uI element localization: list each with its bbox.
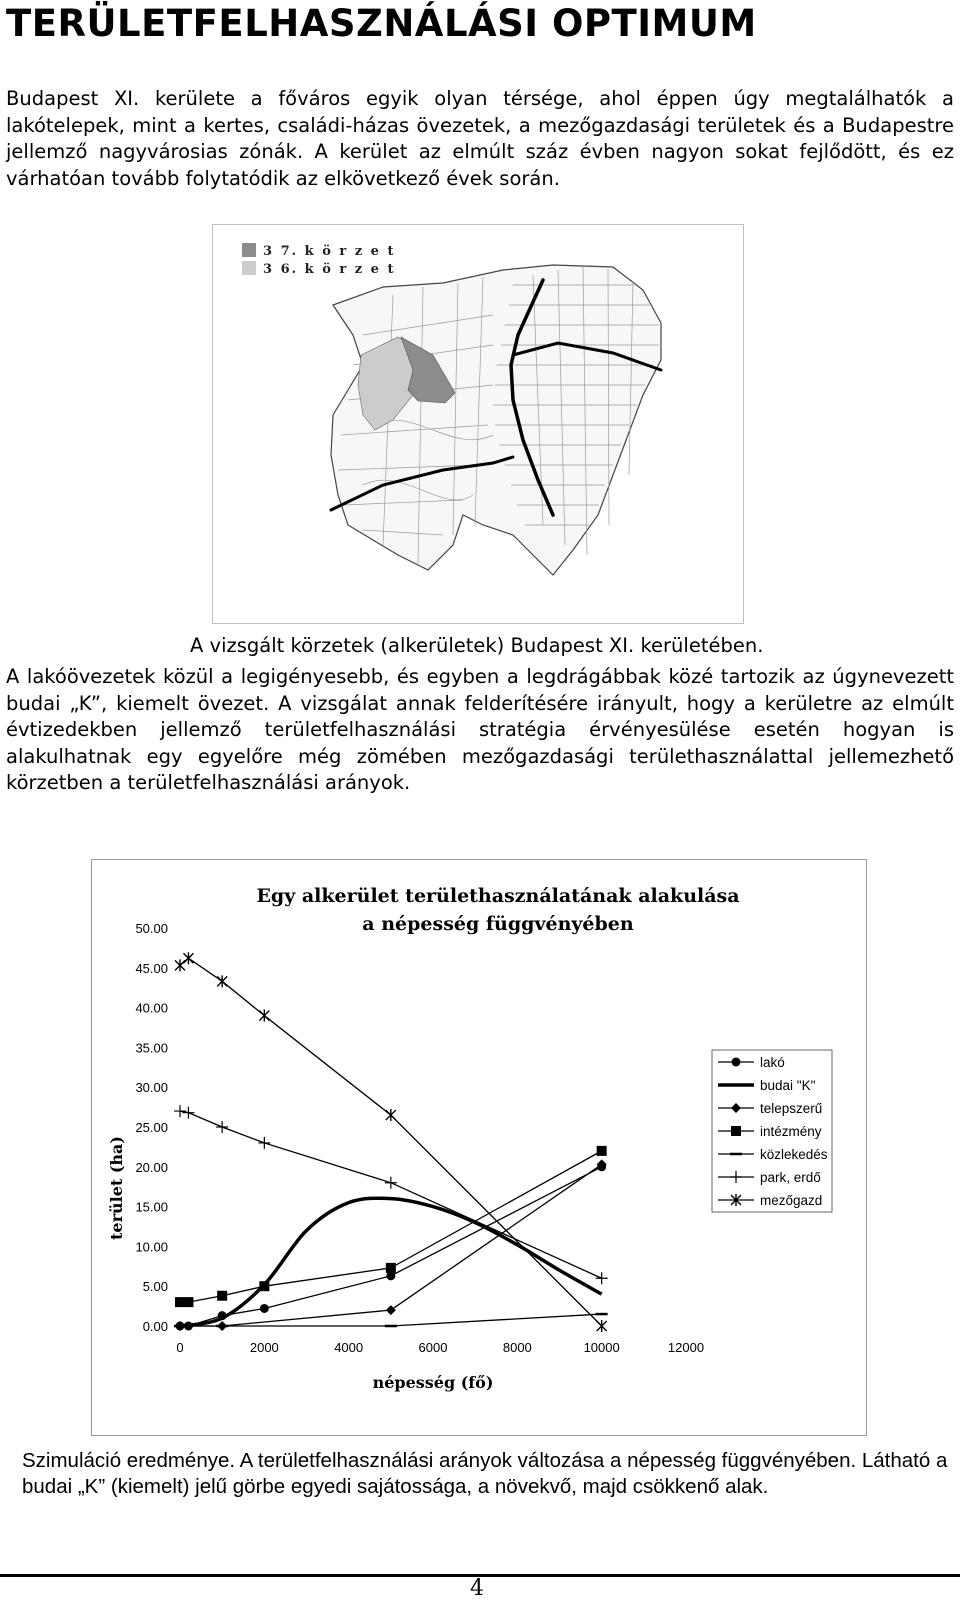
legend-marker-3 [731,1126,741,1136]
legend-label-4: közlekedés [760,1147,828,1162]
series-point-3 [386,1263,396,1273]
chart-title-line1: Egy alkerület területhasználatának alakulása [256,885,740,907]
y-tick-label: 35.00 [135,1040,168,1056]
series-point-5 [258,1137,270,1149]
legend-label-0: lakó [760,1055,785,1070]
legend-label-6: mezőgazd [760,1193,823,1208]
x-tick-label: 6000 [418,1340,448,1355]
series-point-6 [183,952,193,964]
chart-x-axis-label: népesség (fő) [372,1373,494,1392]
series-point-3 [597,1146,607,1156]
series-point-3 [217,1291,227,1301]
chart-y-axis-label: terület (ha) [107,1136,126,1240]
x-tick-label: 8000 [502,1340,532,1355]
intro-paragraph: Budapest XI. kerülete a főváros egyik olyan térsége, ahol éppen úgy megtalálhatók a lakótelepek, mint a kertes, családi-házas övezetek, a mezőgazdasági területek és a Budapestre jellemző nagyvárosias zónák. A kerület az elmúlt száz évben nagyon sokat fejlődött, és ez várhatóan tovább folytatódik az elkövetkező évek során. [6,87,954,190]
series-point-5 [182,1107,194,1119]
y-tick-label: 30.00 [135,1080,168,1096]
study-paragraph: A lakóövezetek közül a legigényesebb, és egyben a legdrágábbak közé tartozik az úgynevezett budai „K”, kiemelt övezet. A vizsgálat annak felderítésére irányult, hogy a kerületre az elmúlt évtizedekben jellemző területfelhasználási stratégia érvényesülése esetén hogyan is alakulhatnak egy egyelőre még zömében mezőgazdasági területhasználattal jellemezhető körzetben a területfelhasználási arányok. [6,665,954,794]
y-tick-label: 10.00 [135,1239,168,1255]
legend-label-3: intézmény [760,1124,822,1139]
series-point-6 [217,975,227,987]
y-tick-label: 5.00 [142,1279,168,1295]
series-point-5 [174,1105,186,1117]
series-point-5 [385,1177,397,1189]
series-point-3 [259,1281,269,1291]
y-tick-label: 20.00 [135,1159,168,1175]
chart-title-line2: a népesség függvényében [362,913,634,935]
district-map [212,224,744,624]
series-point-6 [259,1010,269,1022]
map-legend-swatch-37 [242,243,256,257]
legend-label-2: telepszerű [760,1101,823,1116]
chart-canvas [92,860,866,1435]
x-tick-label: 2000 [249,1340,279,1355]
map-caption: A vizsgált körzetek (alkerületek) Budapest XI. kerületében. [190,634,764,657]
map-drawing [213,225,743,623]
y-tick-label: 0.00 [142,1319,168,1334]
series-point-3 [183,1297,193,1307]
x-tick-label: 0 [176,1340,184,1355]
series-point-6 [175,959,185,971]
y-tick-label: 50.00 [135,921,168,936]
land-use-chart [91,859,867,1436]
map-legend-swatch-36 [242,261,256,275]
y-tick-label: 15.00 [135,1199,168,1215]
legend-marker-0 [732,1058,741,1067]
y-tick-label: 40.00 [135,1000,168,1016]
series-point-5 [216,1121,228,1133]
y-tick-label: 45.00 [135,960,168,976]
y-tick-label: 25.00 [135,1120,168,1135]
page-number: 4 [470,1576,484,1601]
series-point-2 [386,1305,396,1315]
legend-label-1: budai "K" [760,1078,816,1093]
chart-caption: Szimuláció eredménye. A területfelhasználási arányok változása a népesség függvényében. Látható a budai „K” (kiemelt) jelű görbe egyedi sajátossága, a növekvő, majd csökkenő alak. [22,1449,948,1498]
page-title: TERÜLETFELHASZNÁLÁSI OPTIMUM [6,2,757,45]
map-legend-label-36: 3 6. k ö r z e t [263,262,396,277]
x-tick-label: 12000 [667,1340,705,1355]
series-point-6 [597,1320,607,1332]
x-tick-label: 4000 [334,1340,364,1355]
legend-label-5: park, erdő [760,1170,821,1185]
series-point-6 [386,1109,396,1121]
map-legend-label-37: 3 7. k ö r z e t [263,244,396,259]
series-point-5 [596,1272,608,1284]
series-point-0 [260,1304,269,1313]
x-tick-label: 10000 [583,1340,620,1355]
series-line-5 [180,1111,602,1278]
